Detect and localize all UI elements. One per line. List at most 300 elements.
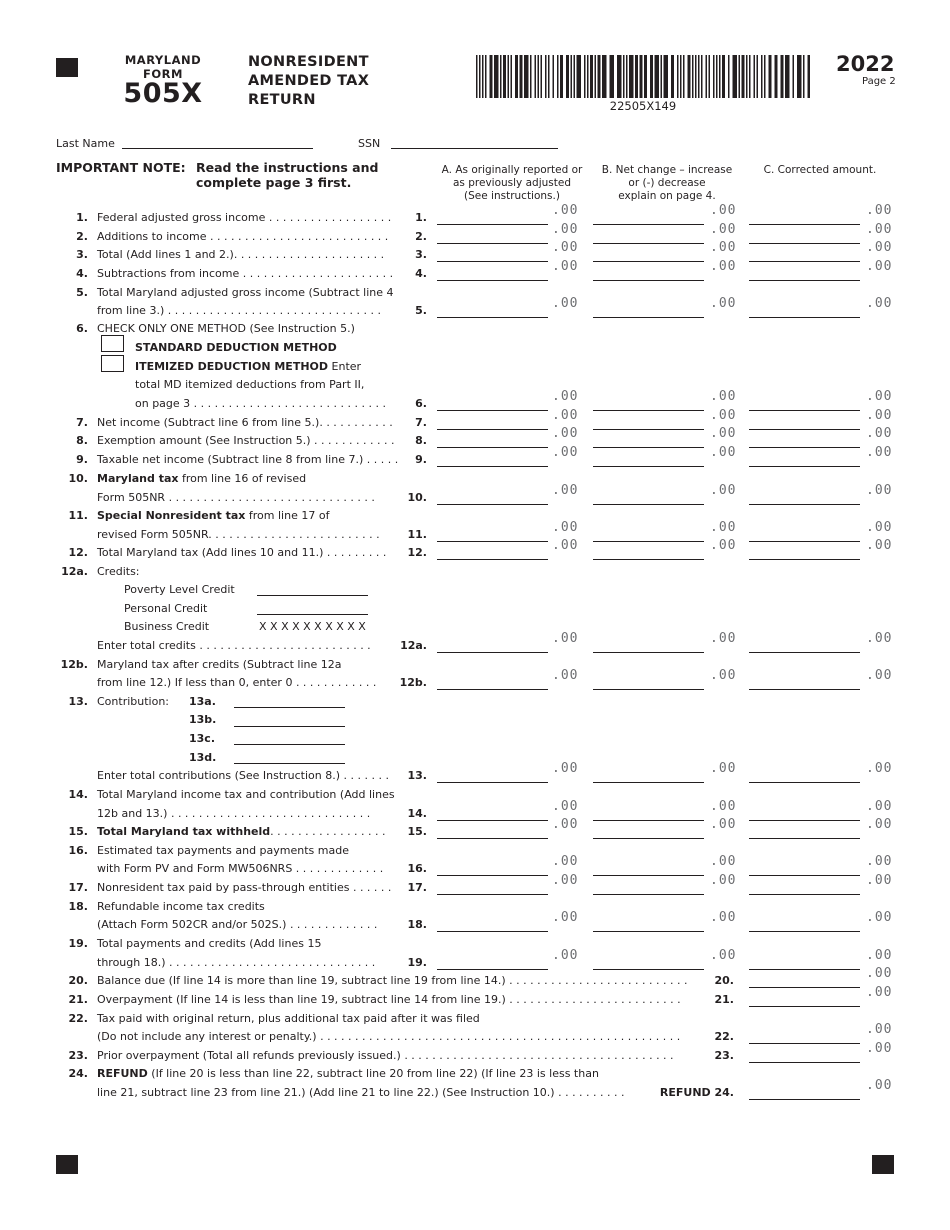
barcode-bar (511, 55, 513, 98)
barcode-bar (508, 55, 510, 98)
amount-field-column-b[interactable] (593, 280, 704, 281)
barcode-bar (560, 55, 563, 98)
amount-field-column-b[interactable] (593, 447, 704, 448)
last-name-field[interactable] (122, 148, 313, 149)
amount-field-column-c[interactable] (749, 541, 860, 542)
line-5 (0, 304, 950, 323)
cents-marker: .00 (710, 203, 737, 218)
line-5-text (0, 286, 950, 305)
barcode-bar (698, 55, 700, 98)
line-description (97, 472, 306, 486)
line-number: 18. (68, 900, 88, 913)
amount-field-column-a[interactable] (437, 410, 548, 411)
column-a-line-2: as previously adjusted (453, 177, 571, 189)
cents-marker: .00 (552, 538, 579, 553)
barcode-bar (808, 55, 811, 98)
line-12b-text (0, 658, 950, 677)
line-description: Federal adjusted gross income . . . . . . . . . . . . . . . . . . (97, 211, 392, 224)
line-number: 1. (76, 211, 88, 224)
amount-field-column-c[interactable] (749, 224, 860, 225)
cents-marker: .00 (866, 854, 893, 869)
title-line-1: NONRESIDENT (248, 54, 369, 70)
barcode-bar (793, 55, 795, 98)
cents-marker: .00 (866, 668, 893, 683)
line-description: Form 505NR . . . . . . . . . . . . . . . . . . . . . . . . . . . . . . (97, 491, 375, 504)
line-description: Credits: (97, 565, 140, 578)
cents-marker: .00 (710, 426, 737, 441)
contribution-13b-row (0, 713, 950, 732)
line-11-text (0, 509, 950, 528)
note-line-1: Read the instructions and (196, 160, 379, 175)
cents-marker: .00 (552, 854, 579, 869)
amount-field-column-c[interactable] (749, 820, 860, 821)
barcode-bar (716, 55, 718, 98)
line-ref: 8. (415, 434, 427, 447)
amount-field-column-a[interactable] (437, 838, 548, 839)
barcode-bar (584, 55, 586, 98)
last-name-label: Last Name (56, 137, 115, 150)
amount-field-column-a[interactable] (437, 280, 548, 281)
cents-marker: .00 (866, 538, 893, 553)
line-14 (0, 807, 950, 826)
amount-field-column-c[interactable] (749, 782, 860, 783)
barcode-bar (761, 55, 763, 98)
line-10 (0, 491, 950, 510)
amount-field-column-a[interactable] (437, 243, 548, 244)
cents-marker: .00 (552, 296, 579, 311)
barcode-bar (701, 55, 703, 98)
contribution-13d-field[interactable] (234, 763, 345, 764)
amount-field-column-a[interactable] (437, 689, 548, 690)
line-2 (0, 230, 950, 249)
cents-marker: .00 (552, 426, 579, 441)
line-number: 8. (76, 434, 88, 447)
cents-marker: .00 (552, 799, 579, 814)
barcode-bar (706, 55, 708, 98)
amount-field-column-c[interactable] (749, 559, 860, 560)
barcode-bar (757, 55, 759, 98)
cents-marker: .00 (710, 445, 737, 460)
amount-field-column-b[interactable] (593, 559, 704, 560)
column-c-header (745, 164, 895, 177)
cents-marker: .00 (710, 854, 737, 869)
line-number: 17. (68, 881, 88, 894)
rest-text: from line 17 of (245, 509, 330, 522)
column-a-line-1: A. As originally reported or (441, 164, 583, 176)
contribution-13c-row (0, 732, 950, 751)
amount-field-column-b[interactable] (593, 541, 704, 542)
rest-text: (If line 20 is less than line 22, subtract line 20 from line 22) (If line 23 is less than (147, 1067, 599, 1080)
line-ref: 1. (415, 211, 427, 224)
cents-marker: .00 (866, 817, 893, 832)
amount-field-column-c[interactable] (749, 987, 860, 988)
line-description: Subtractions from income . . . . . . . . . . . . . . . . . . . . . . (97, 267, 394, 280)
line-description: Exemption amount (See Instruction 5.) . . . . . . . . . . . . (97, 434, 395, 447)
barcode-bar (476, 55, 478, 98)
line-ref: 7. (415, 416, 427, 429)
amount-field-column-b[interactable] (593, 429, 704, 430)
amount-field-column-c[interactable] (749, 894, 860, 895)
amount-field-column-c[interactable] (749, 652, 860, 653)
barcode-bar (739, 55, 741, 98)
line-number: 15. (68, 825, 88, 838)
personal-credit-label: Personal Credit (124, 602, 208, 615)
amount-field-column-c[interactable] (749, 931, 860, 932)
barcode-bar (695, 55, 697, 98)
line-12a (0, 639, 950, 658)
amount-field-column-b[interactable] (593, 410, 704, 411)
line-18 (0, 918, 950, 937)
ssn-field[interactable] (391, 148, 558, 149)
important-note-text (196, 160, 378, 190)
line-22-text (0, 1012, 950, 1031)
line-number: 9. (76, 453, 88, 466)
line-19-text (0, 937, 950, 956)
title-line-2: AMENDED TAX (248, 73, 370, 89)
line-description (97, 509, 329, 523)
line-19 (0, 956, 950, 975)
cents-marker: .00 (866, 631, 893, 646)
cents-marker: .00 (710, 948, 737, 963)
amount-field-column-a[interactable] (437, 652, 548, 653)
poverty-level-credit-row (0, 583, 950, 602)
cents-marker: .00 (866, 948, 893, 963)
amount-field-column-a[interactable] (437, 447, 548, 448)
cents-marker: .00 (866, 296, 893, 311)
barcode-bar (746, 55, 748, 98)
barcode-bar (713, 55, 715, 98)
cents-marker: .00 (710, 631, 737, 646)
amount-field-column-c[interactable] (749, 317, 860, 318)
line-ref: 5. (415, 304, 427, 317)
barcode-bar (635, 55, 638, 98)
line-description (97, 825, 386, 839)
line-6-text (0, 322, 950, 341)
line-number: 4. (76, 267, 88, 280)
line-number: 22. (68, 1012, 88, 1025)
tax-year: 2022 (836, 52, 895, 76)
amount-field-column-c[interactable] (749, 280, 860, 281)
line-description: Additions to income . . . . . . . . . . . . . . . . . . . . . . . . . . (97, 230, 389, 243)
barcode-bar (785, 55, 790, 98)
amount-field-column-c[interactable] (749, 447, 860, 448)
business-credit-label: Business Credit (124, 620, 210, 633)
amount-field-column-c[interactable] (749, 504, 860, 505)
amount-field-column-a[interactable] (437, 820, 548, 821)
itemized-deduction-row (0, 360, 950, 379)
poverty-level-credit-field[interactable] (257, 595, 368, 596)
note-line-2: complete page 3 first. (196, 175, 352, 190)
line-description: Total Maryland tax (Add lines 10 and 11.) . . . . . . . . . (97, 546, 387, 559)
cents-marker: .00 (866, 910, 893, 925)
line-ref: 18. (407, 918, 427, 931)
line-ref: 9. (415, 453, 427, 466)
line-12a-text (0, 565, 950, 584)
amount-field-column-a[interactable] (437, 969, 548, 970)
amount-field-column-c[interactable] (749, 969, 860, 970)
amount-field-column-a[interactable] (437, 782, 548, 783)
cents-marker: .00 (552, 910, 579, 925)
line-description: line 21, subtract line 23 from line 21.) (Add line 21 to line 22.) (See Instruction 10.) . . . . . . . . . . (97, 1086, 625, 1099)
line-ref: 11. (407, 528, 427, 541)
cents-marker: .00 (866, 873, 893, 888)
itemized-deduction-row-2 (0, 378, 950, 397)
cents-marker: .00 (552, 520, 579, 535)
itemized-bold: ITEMIZED DEDUCTION METHOD (135, 360, 329, 373)
line-ref: 12. (407, 546, 427, 559)
amount-field-column-b[interactable] (593, 243, 704, 244)
line-22 (0, 1030, 950, 1049)
amount-field-column-b[interactable] (593, 317, 704, 318)
contribution-13b-field[interactable] (234, 726, 345, 727)
line-ref: 16. (407, 862, 427, 875)
amount-field-column-c[interactable] (749, 1043, 860, 1044)
barcode-bar (640, 55, 643, 98)
line-13-text (0, 695, 950, 714)
line-number: 24. (68, 1067, 88, 1080)
barcode-bar (764, 55, 766, 98)
line-number: 10. (68, 472, 88, 485)
cents-marker: .00 (866, 240, 893, 255)
amount-field-column-c[interactable] (749, 1062, 860, 1063)
bold-text: Maryland tax (97, 472, 179, 485)
amount-field-column-a[interactable] (437, 466, 548, 467)
amount-field-column-c[interactable] (749, 261, 860, 262)
line-number: 6. (76, 322, 88, 335)
barcode-bar (520, 55, 523, 98)
line-17 (0, 881, 950, 900)
column-a-header (437, 164, 587, 203)
cents-marker: .00 (552, 408, 579, 423)
line-description: revised Form 505NR. . . . . . . . . . . . . . . . . . . . . . . . . (97, 528, 380, 541)
page-number: Page 2 (862, 76, 896, 87)
cents-marker: .00 (710, 817, 737, 832)
line-description: from line 3.) . . . . . . . . . . . . . . . . . . . . . . . . . . . . . . . (97, 304, 382, 317)
line-12b (0, 676, 950, 695)
barcode-bar (548, 55, 550, 98)
amount-field-column-c[interactable] (749, 466, 860, 467)
barcode-bar (626, 55, 628, 98)
amount-field-column-a[interactable] (437, 541, 548, 542)
barcode-bar (644, 55, 647, 98)
cents-marker: .00 (552, 668, 579, 683)
contribution-13a-label: 13a. (189, 695, 216, 708)
amount-field-column-b[interactable] (593, 931, 704, 932)
barcode-bar (629, 55, 634, 98)
barcode-bar (541, 55, 543, 98)
barcode-bar (577, 55, 582, 98)
contribution-13c-field[interactable] (234, 744, 345, 745)
amount-field-column-a[interactable] (437, 224, 548, 225)
line-description: Contribution: (97, 695, 170, 708)
cents-marker: .00 (710, 799, 737, 814)
line-ref: 20. (714, 974, 734, 987)
line-number: 7. (76, 416, 88, 429)
barcode-bar (503, 55, 506, 98)
amount-field-column-b[interactable] (593, 504, 704, 505)
amount-field-column-a[interactable] (437, 261, 548, 262)
barcode-bar (749, 55, 751, 98)
barcode-bar (610, 55, 615, 98)
cents-marker: .00 (552, 222, 579, 237)
registration-mark-bottom-right (872, 1155, 894, 1174)
cents-marker: .00 (866, 1041, 893, 1056)
barcode-bar (515, 55, 518, 98)
cents-marker: .00 (710, 389, 737, 404)
barcode-bar (775, 55, 778, 98)
line-number: 20. (68, 974, 88, 987)
barcode-bar (661, 55, 663, 98)
amount-field-column-b[interactable] (593, 261, 704, 262)
title-line-3: RETURN (248, 92, 316, 108)
standard-deduction-label: STANDARD DEDUCTION METHOD (135, 341, 337, 354)
line-description: Total (Add lines 1 and 2.). . . . . . . . . . . . . . . . . . . . . . (97, 248, 385, 261)
amount-field-column-b[interactable] (593, 894, 704, 895)
contribution-13c-label: 13c. (189, 732, 216, 745)
poverty-level-credit-label: Poverty Level Credit (124, 583, 235, 596)
line-12 (0, 546, 950, 565)
barcode-bar (797, 55, 802, 98)
line-number: 12. (68, 546, 88, 559)
cents-marker: .00 (552, 203, 579, 218)
amount-field-column-b[interactable] (593, 838, 704, 839)
cents-marker: .00 (710, 483, 737, 498)
line-number: 13. (68, 695, 88, 708)
amount-field-column-a[interactable] (437, 559, 548, 560)
column-b-line-1: B. Net change – increase (601, 164, 733, 176)
line-description (97, 1067, 599, 1081)
line-ref: 21. (714, 993, 734, 1006)
amount-field-column-a[interactable] (437, 504, 548, 505)
line-9 (0, 453, 950, 472)
barcode-bar (671, 55, 674, 98)
cents-marker: .00 (552, 483, 579, 498)
line-ref: 12a. (400, 639, 427, 652)
barcode-bar (557, 55, 559, 98)
cents-marker: .00 (866, 1022, 893, 1037)
barcode-bar (650, 55, 653, 98)
line-ref: 10. (407, 491, 427, 504)
amount-field-column-c[interactable] (749, 875, 860, 876)
barcode-bar (545, 55, 547, 98)
amount-field-column-a[interactable] (437, 931, 548, 932)
bold-text: Total Maryland tax withheld (97, 825, 271, 838)
barcode-bar (719, 55, 721, 98)
amount-field-column-b[interactable] (593, 820, 704, 821)
amount-field-column-c[interactable] (749, 243, 860, 244)
amount-field-column-c[interactable] (749, 838, 860, 839)
barcode-bar (728, 55, 730, 98)
amount-field-column-b[interactable] (593, 466, 704, 467)
line-ref: 22. (714, 1030, 734, 1043)
line-8 (0, 434, 950, 453)
cents-marker: .00 (552, 445, 579, 460)
cents-marker: .00 (552, 631, 579, 646)
cents-marker: .00 (866, 426, 893, 441)
column-c-line-1: C. Corrected amount. (763, 164, 877, 176)
cents-marker: .00 (866, 966, 893, 981)
cents-marker: .00 (552, 259, 579, 274)
line-number: 12a. (61, 565, 88, 578)
line-ref: 13. (407, 769, 427, 782)
rest-text: . . . . . . . . . . . . . . . . . (270, 825, 386, 838)
cents-marker: .00 (866, 483, 893, 498)
line-description: Total Maryland income tax and contribution (Add lines (97, 788, 395, 801)
amount-field-column-a[interactable] (437, 429, 548, 430)
barcode-bar (538, 55, 540, 98)
amount-field-column-b[interactable] (593, 875, 704, 876)
amount-field-column-c[interactable] (749, 1006, 860, 1007)
line-ref: 19. (407, 956, 427, 969)
barcode-bar (535, 55, 537, 98)
amount-field-column-b[interactable] (593, 652, 704, 653)
contribution-13a-field[interactable] (234, 707, 345, 708)
line-24 (0, 1086, 950, 1105)
amount-field-column-b[interactable] (593, 782, 704, 783)
form-title (248, 53, 369, 110)
amount-field-column-b[interactable] (593, 969, 704, 970)
amount-field-column-c[interactable] (749, 1099, 860, 1100)
amount-field-column-b[interactable] (593, 689, 704, 690)
business-credit-row (0, 620, 950, 639)
line-description: Maryland tax after credits (Subtract line 12a (97, 658, 342, 671)
amount-field-column-a[interactable] (437, 317, 548, 318)
line-24-text (0, 1067, 950, 1086)
itemized-deduction-label (135, 360, 361, 374)
business-credit-x: X X X X X X X X X X (259, 620, 366, 633)
line-description: with Form PV and Form MW506NRS . . . . . . . . . . . . . (97, 862, 384, 875)
line-description: Overpayment (If line 14 is less than line 19, subtract line 14 from line 19.) . . . . . . . . . . . . . . . . . . . . . . . . . (97, 993, 681, 1006)
amount-field-column-b[interactable] (593, 224, 704, 225)
personal-credit-field[interactable] (257, 614, 368, 615)
barcode-bar (571, 55, 573, 98)
important-note-label: IMPORTANT NOTE: (56, 160, 186, 175)
line-description: Nonresident tax paid by pass-through entities . . . . . . (97, 881, 392, 894)
cents-marker: .00 (710, 761, 737, 776)
amount-field-column-a[interactable] (437, 875, 548, 876)
line-number: 14. (68, 788, 88, 801)
line-13 (0, 769, 950, 788)
cents-marker: .00 (552, 240, 579, 255)
cents-marker: .00 (552, 873, 579, 888)
cents-marker: .00 (866, 985, 893, 1000)
barcode-bar (617, 55, 622, 98)
barcode-bar (781, 55, 784, 98)
cents-marker: .00 (710, 408, 737, 423)
line-description: Enter total credits . . . . . . . . . . . . . . . . . . . . . . . . . (97, 639, 371, 652)
barcode-bar (683, 55, 685, 98)
line-description: Tax paid with original return, plus additional tax paid after it was filed (97, 1012, 480, 1025)
barcode-bar (602, 55, 607, 98)
line-7 (0, 416, 950, 435)
column-b-line-3: explain on page 4. (618, 190, 716, 202)
line-ref: 4. (415, 267, 427, 280)
barcode-bar (623, 55, 625, 98)
line-number: 21. (68, 993, 88, 1006)
amount-field-column-c[interactable] (749, 689, 860, 690)
bold-text: Special Nonresident tax (97, 509, 246, 522)
cents-marker: .00 (866, 259, 893, 274)
barcode-bar (655, 55, 660, 98)
cents-marker: .00 (866, 203, 893, 218)
amount-field-column-c[interactable] (749, 429, 860, 430)
amount-field-column-c[interactable] (749, 410, 860, 411)
barcode-bar (688, 55, 691, 98)
line-description: through 18.) . . . . . . . . . . . . . . . . . . . . . . . . . . . . . . (97, 956, 376, 969)
cents-marker: .00 (866, 1078, 893, 1093)
header-form: FORM (143, 67, 183, 81)
amount-field-column-a[interactable] (437, 894, 548, 895)
